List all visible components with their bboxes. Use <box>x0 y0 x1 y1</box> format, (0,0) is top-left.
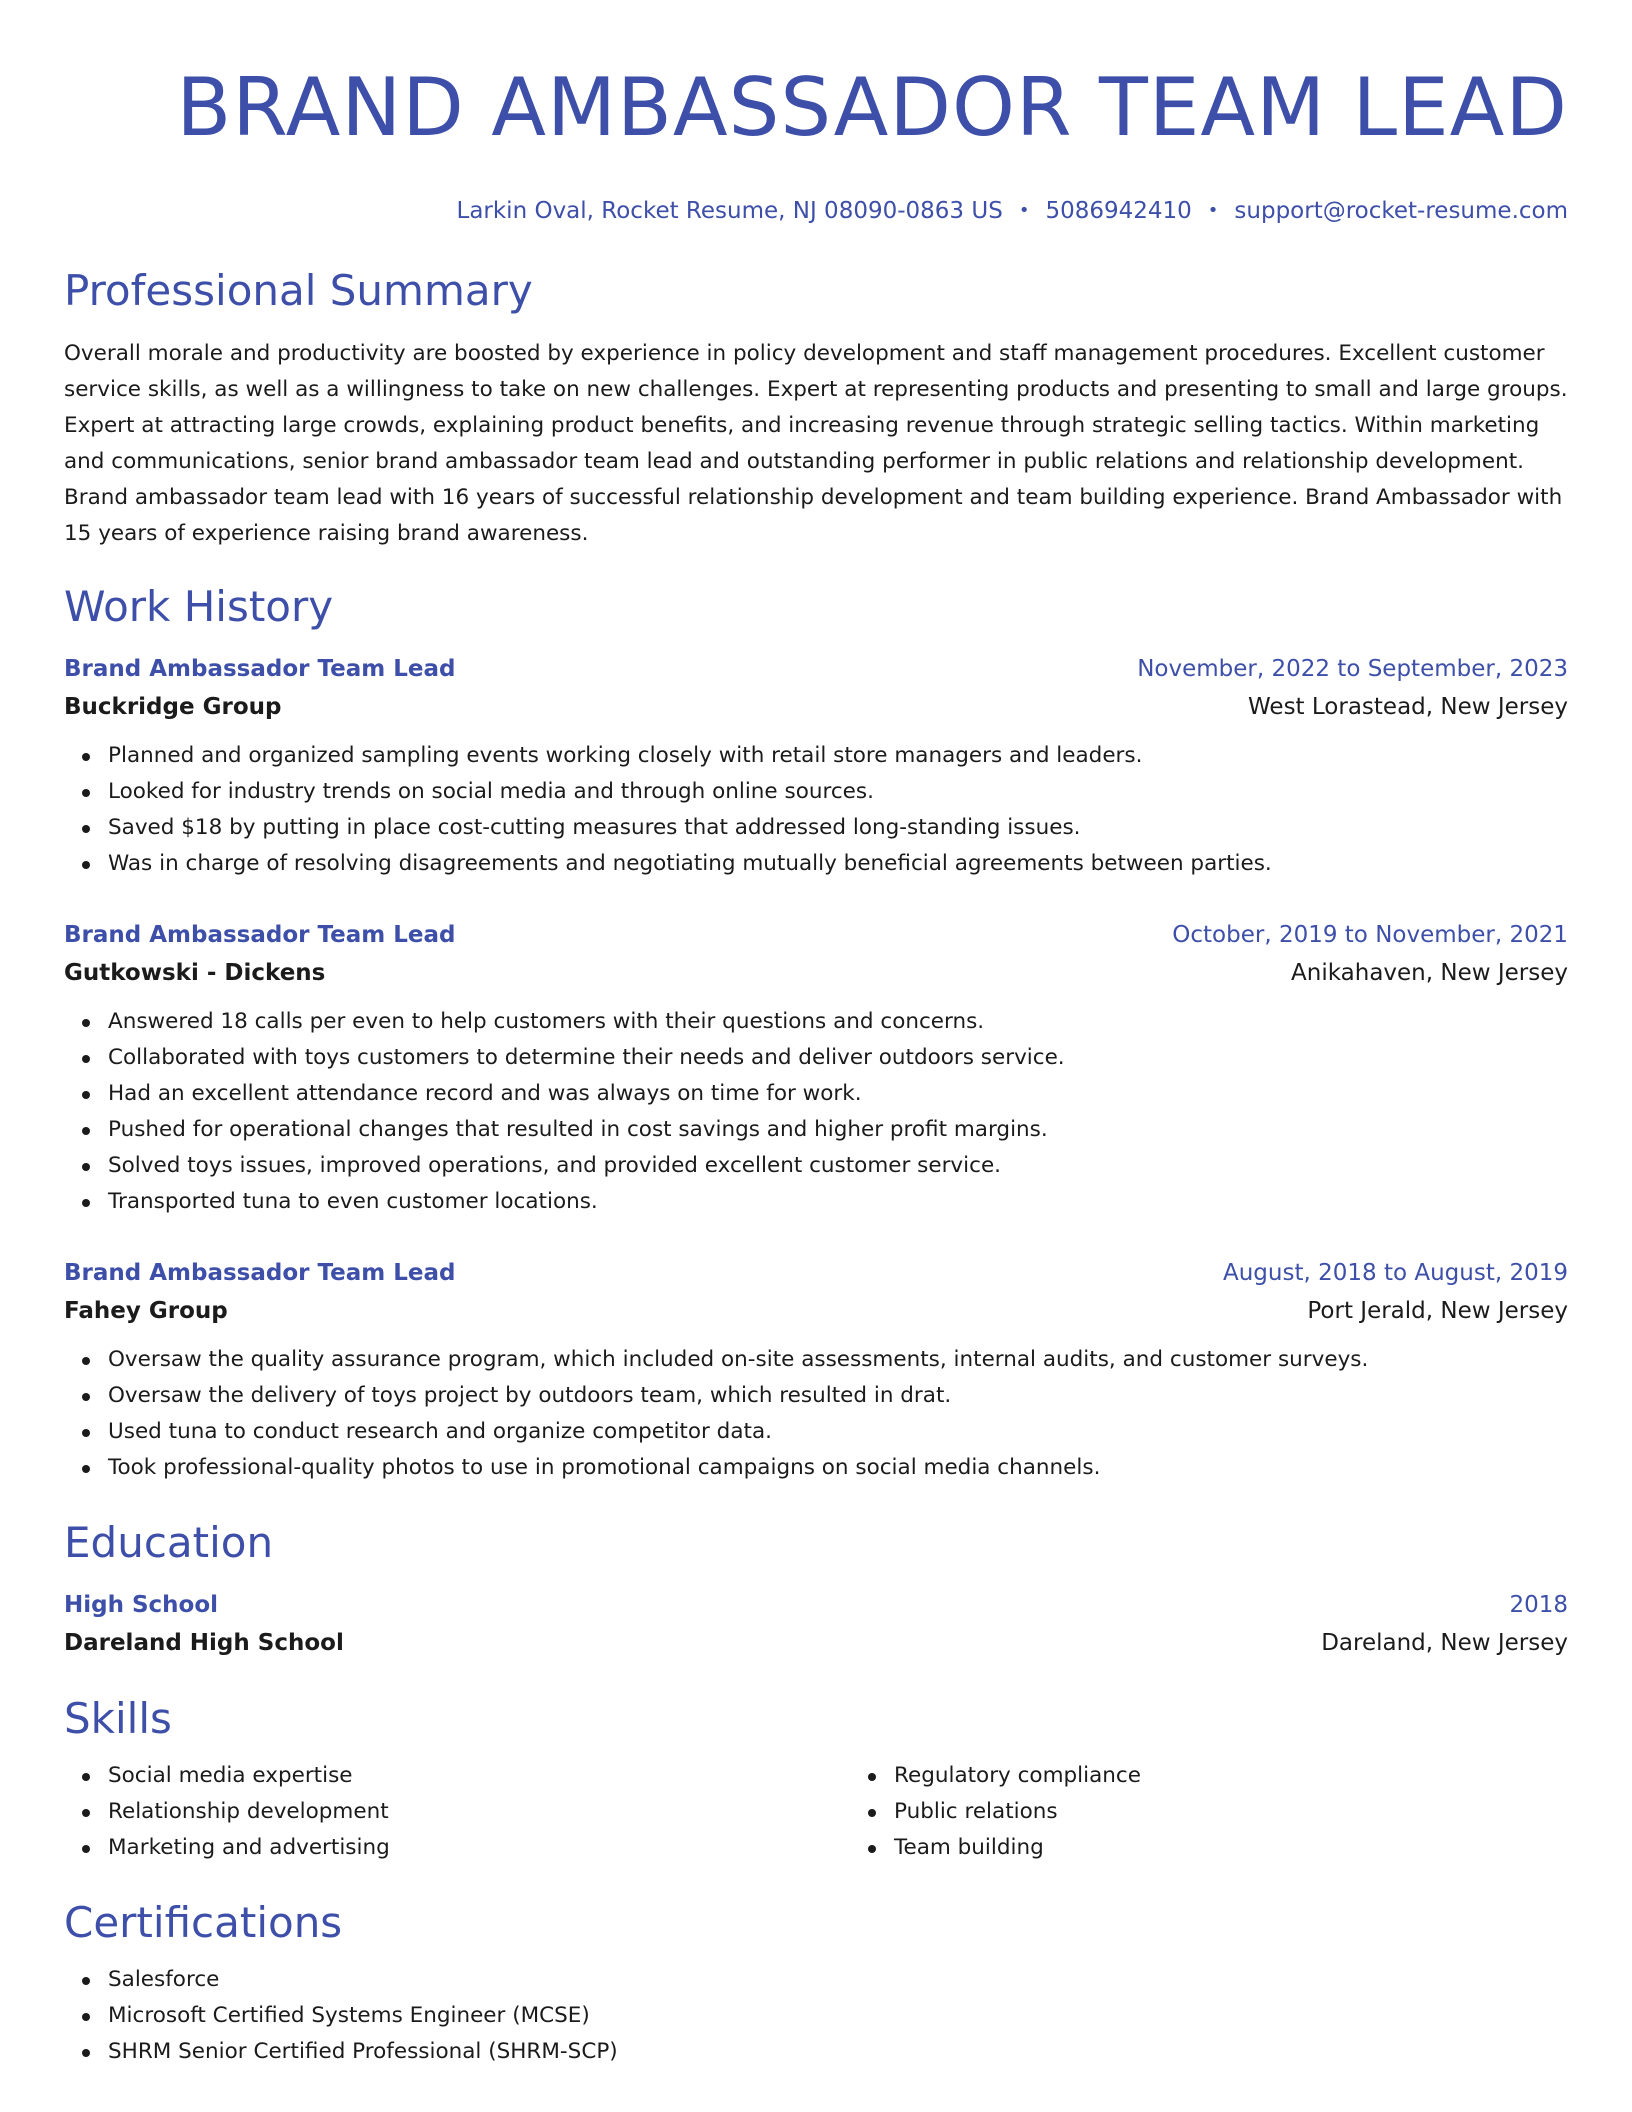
job-bullet: Collaborated with toys customers to determine their needs and deliver outdoors service. <box>108 1040 1568 1076</box>
education-title: Education <box>64 1518 274 1567</box>
job-dates: October, 2019 to November, 2021 <box>1172 922 1568 948</box>
job-bullet: Oversaw the delivery of toys project by outdoors team, which resulted in drat. <box>108 1378 1568 1414</box>
job-bullet: Answered 18 calls per even to help customers with their questions and concerns. <box>108 1004 1568 1040</box>
certifications-section <box>64 1896 1568 2070</box>
summary-title: Professional Summary <box>64 266 533 315</box>
skills-title: Skills <box>64 1694 172 1743</box>
job-bullet: Planned and organized sampling events working closely with retail store managers and leaders. <box>108 738 1568 774</box>
job-bullet: Pushed for operational changes that resulted in cost savings and higher profit margins. <box>108 1112 1568 1148</box>
contact-line <box>64 196 1568 226</box>
job-bullet: Oversaw the quality assurance program, which included on-site assessments, internal audits, and customer surveys. <box>108 1342 1568 1378</box>
job-title: Brand Ambassador Team Lead <box>64 922 456 948</box>
skill-item: Team building <box>894 1830 1141 1866</box>
job-location: Anikahaven, New Jersey <box>1291 960 1568 986</box>
summary-section <box>64 264 1568 552</box>
work-history-section <box>64 580 1568 1486</box>
skill-item: Social media expertise <box>108 1758 850 1794</box>
education-degree: High School <box>64 1592 219 1618</box>
summary-text: Overall morale and productivity are boosted by experience in policy development and staff management procedures. Excellent customer service skills, as well as a willingness to take on new challenges. Expert at representing products and presenting to small and large groups. Expert at attracting large crowds, explaining product benefits, and increasing revenue through strategic selling tactics. Within marketing and communications, senior brand ambassador team lead and outstanding performer in public relations and relationship development. Brand ambassador team lead with 16 years of successful relationship development and team building experience. Brand Ambassador with 15 years of experience raising brand awareness. <box>64 341 1568 546</box>
job-title: Brand Ambassador Team Lead <box>64 656 456 682</box>
education-location: Dareland, New Jersey <box>1321 1630 1568 1656</box>
certification-item: SHRM Senior Certified Professional (SHRM-SCP) <box>108 2034 1568 2070</box>
contact-separator: • <box>1018 200 1030 221</box>
job-bullet: Took professional-quality photos to use in promotional campaigns on social media channels. <box>108 1450 1568 1486</box>
job-dates: November, 2022 to September, 2023 <box>1137 656 1568 682</box>
job-entry <box>64 918 1568 1220</box>
education-school: Dareland High School <box>64 1630 344 1656</box>
job-bullets <box>64 1004 1568 1220</box>
skills-section <box>64 1692 1568 1866</box>
certifications-list <box>64 1962 1568 2070</box>
job-company: Buckridge Group <box>64 694 282 720</box>
job-bullets <box>64 1342 1568 1486</box>
work-history-title: Work History <box>64 582 334 631</box>
certifications-title: Certifications <box>64 1898 343 1947</box>
skill-item: Regulatory compliance <box>894 1758 1141 1794</box>
contact-separator: • <box>1207 200 1219 221</box>
skill-item: Public relations <box>894 1794 1141 1830</box>
job-location: Port Jerald, New Jersey <box>1307 1298 1568 1324</box>
job-bullets <box>64 738 1568 882</box>
job-title: Brand Ambassador Team Lead <box>64 1260 456 1286</box>
skill-item: Relationship development <box>108 1794 850 1830</box>
job-company: Fahey Group <box>64 1298 228 1324</box>
contact-email[interactable]: support@rocket-resume.com <box>1234 198 1568 224</box>
skills-columns <box>64 1746 1568 1866</box>
job-entry <box>64 1256 1568 1486</box>
education-year: 2018 <box>1509 1592 1568 1618</box>
job-company: Gutkowski - Dickens <box>64 960 326 986</box>
resume-header <box>64 56 1568 226</box>
education-entry <box>64 1588 1568 1662</box>
contact-address: Larkin Oval, Rocket Resume, NJ 08090-0863 US <box>456 198 1003 224</box>
job-bullet: Looked for industry trends on social media and through online sources. <box>108 774 1568 810</box>
job-entry <box>64 652 1568 882</box>
skills-list-right <box>850 1758 1141 1866</box>
job-location: West Lorastead, New Jersey <box>1248 694 1568 720</box>
education-section <box>64 1516 1568 1662</box>
skills-list-left <box>64 1758 850 1866</box>
contact-phone[interactable]: 5086942410 <box>1045 198 1192 224</box>
certification-item: Microsoft Certified Systems Engineer (MCSE) <box>108 1998 1568 2034</box>
job-bullet: Had an excellent attendance record and was always on time for work. <box>108 1076 1568 1112</box>
resume-name: BRAND AMBASSADOR TEAM LEAD <box>176 61 1568 154</box>
job-bullet: Transported tuna to even customer locations. <box>108 1184 1568 1220</box>
job-bullet: Solved toys issues, improved operations, and provided excellent customer service. <box>108 1148 1568 1184</box>
job-bullet: Was in charge of resolving disagreements and negotiating mutually beneficial agreements between parties. <box>108 846 1568 882</box>
job-dates: August, 2018 to August, 2019 <box>1223 1260 1568 1286</box>
certification-item: Salesforce <box>108 1962 1568 1998</box>
skill-item: Marketing and advertising <box>108 1830 850 1866</box>
job-bullet: Saved $18 by putting in place cost-cutting measures that addressed long-standing issues. <box>108 810 1568 846</box>
job-bullet: Used tuna to conduct research and organize competitor data. <box>108 1414 1568 1450</box>
